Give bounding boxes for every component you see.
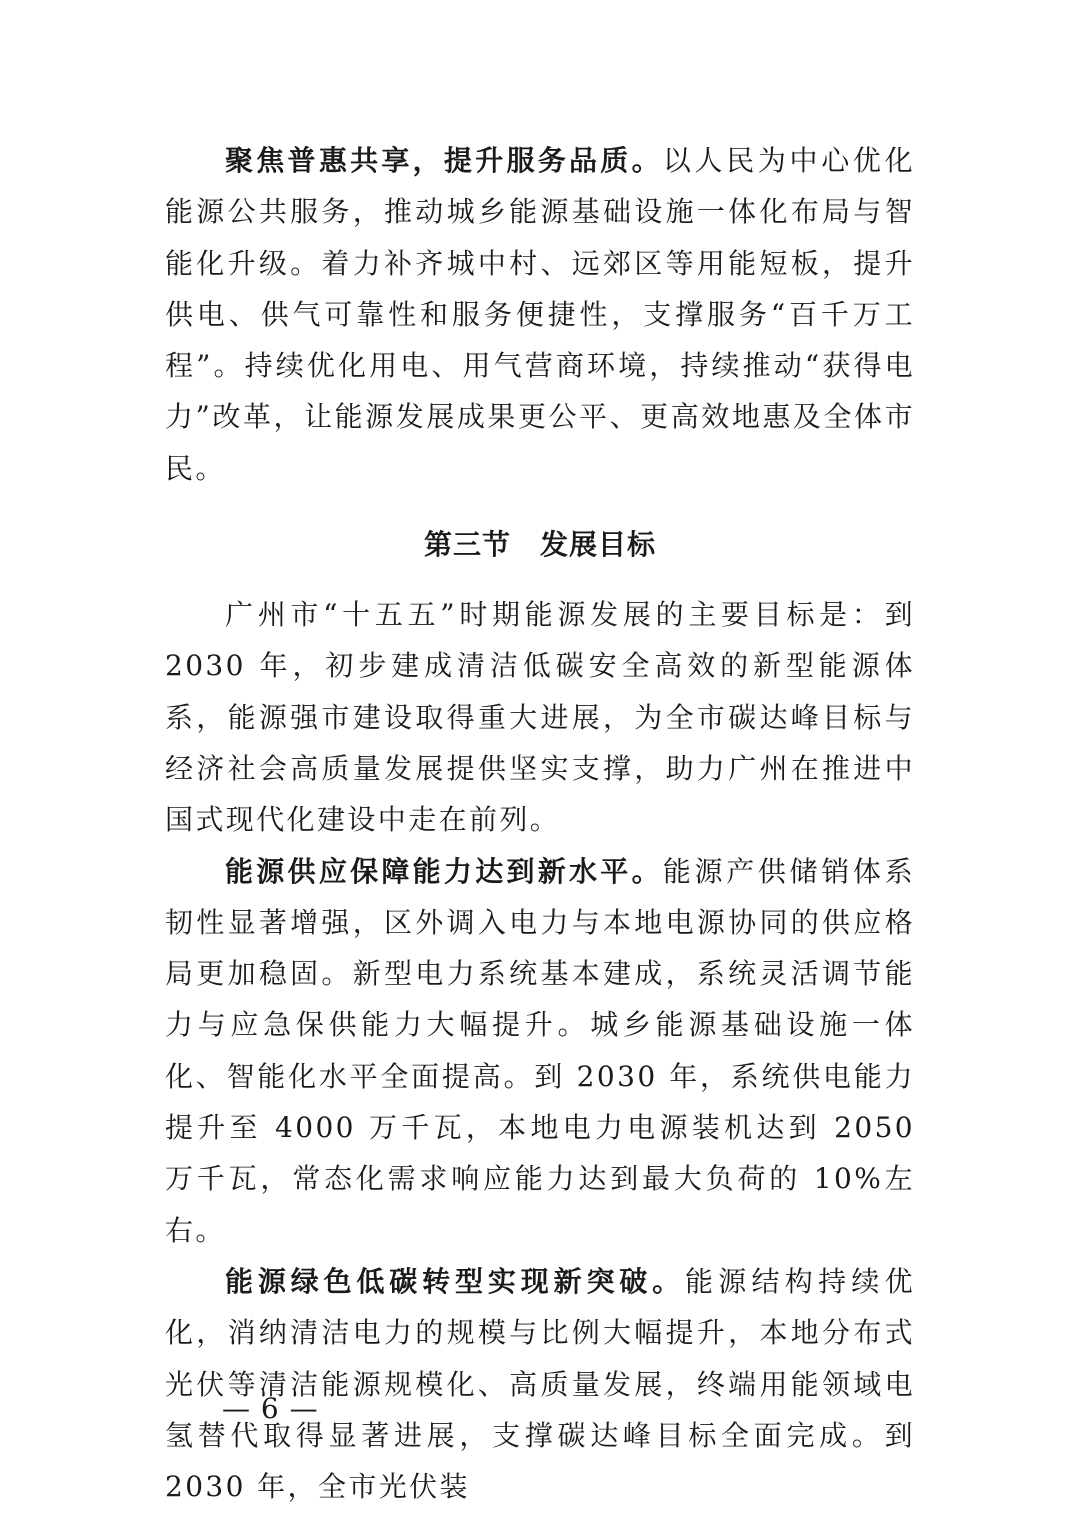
paragraph-body: 能源产供储销体系韧性显著增强，区外调入电力与本地电源协同的供应格局更加稳固。新型电力系统基本建成，系统灵活调节能力与应急保供能力大幅提升。城乡能源基础设施一体化、智能化水平全面提高。到 2030 年，系统供电能力提升至 4000 万千瓦，本地电力电源装机达到 2050 万千瓦，常态化需求响应能力达到最大负荷的 10%左右。 <box>165 854 915 1247</box>
paragraph-body: 能源结构持续优化，消纳清洁电力的规模与比例大幅提升，本地分布式光伏等清洁能源规模化、高质量发展，终端用能领域电氢替代取得显著进展，支撑碳达峰目标全面完成。到 2030 年，全市光伏装 <box>165 1264 915 1504</box>
section-heading: 第三节 发展目标 <box>423 528 656 562</box>
paragraph-main-goals <box>165 589 915 845</box>
document-page <box>165 135 915 1512</box>
paragraph-supply-capacity <box>165 846 915 1256</box>
paragraph-body: 广州市“十五五”时期能源发展的主要目标是：到 2030 年，初步建成清洁低碳安全高效的新型能源体系，能源强市建设取得重大进展，为全市碳达峰目标与经济社会高质量发展提供坚实支撑，助力广州在推进中国式现代化建设中走在前列。 <box>165 598 915 837</box>
paragraph-lead-bold: 聚焦普惠共享，提升服务品质。 <box>225 144 663 177</box>
page-number: — 6 — <box>222 1392 319 1425</box>
paragraph-body: 以人民为中心优化能源公共服务，推动城乡能源基础设施一体化布局与智能化升级。着力补齐城中村、远郊区等用能短板，提升供电、供气可靠性和服务便捷性，支撑服务“百千万工程”。持续优化用电、用气营商环境，持续推动“获得电力”改革，让能源发展成果更公平、更高效地惠及全体市民。 <box>165 144 915 485</box>
paragraph-lead-bold: 能源绿色低碳转型实现新突破。 <box>225 1264 686 1298</box>
paragraph-green-transition <box>165 1256 915 1512</box>
paragraph-service-quality <box>165 135 915 494</box>
paragraph-lead-bold: 能源供应保障能力达到新水平。 <box>225 854 663 888</box>
